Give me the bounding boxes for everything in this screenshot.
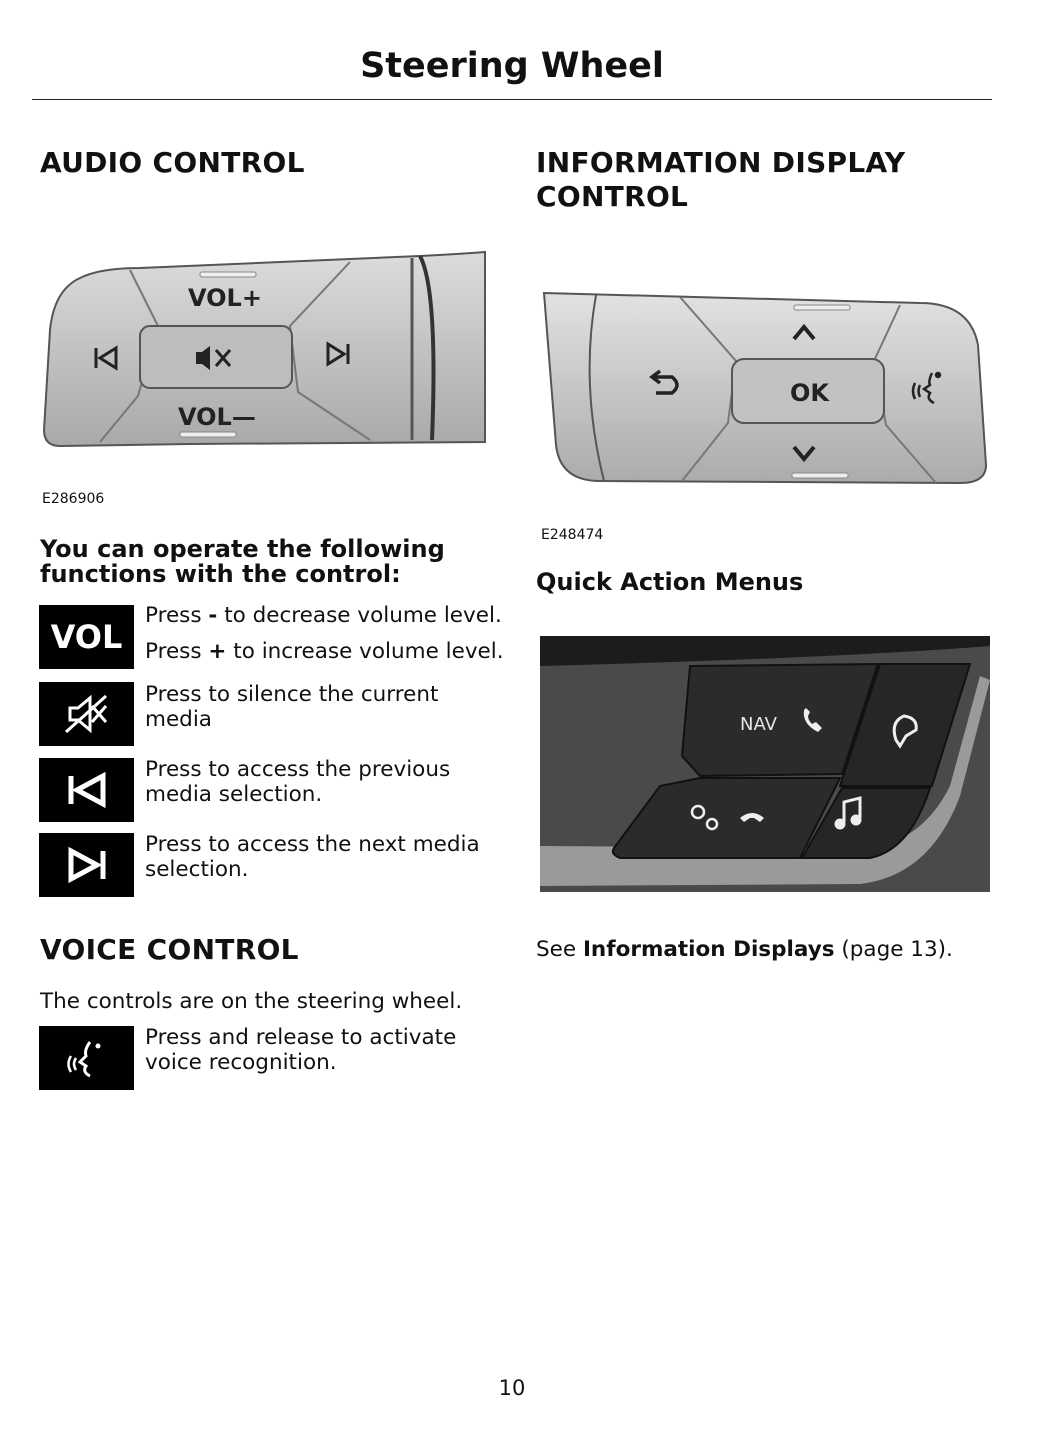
quick-action-figure bbox=[540, 636, 990, 892]
voice-control-intro: The controls are on the steering wheel. bbox=[40, 989, 463, 1014]
next-track-icon bbox=[39, 833, 134, 897]
information-display-figure bbox=[540, 285, 990, 490]
vol-minus-label: VOL— bbox=[178, 403, 256, 431]
vol-icon bbox=[39, 605, 134, 669]
title-rule bbox=[32, 99, 992, 100]
mute-icon bbox=[39, 682, 134, 746]
vol-plus-label: VOL+ bbox=[188, 284, 262, 312]
next-description: Press to access the next media selection. bbox=[145, 832, 480, 882]
quick-action-heading: Quick Action Menus bbox=[536, 568, 804, 596]
nav-label: NAV bbox=[740, 714, 777, 735]
information-display-heading: INFORMATION DISPLAY CONTROL bbox=[536, 146, 906, 213]
ok-label: OK bbox=[790, 379, 829, 407]
previous-description: Press to access the previous media selection. bbox=[145, 757, 451, 807]
increase-volume-text: Press + to increase volume level. bbox=[145, 639, 504, 664]
voice-recognition-icon bbox=[39, 1026, 134, 1090]
page-title: Steering Wheel bbox=[360, 46, 664, 86]
audio-control-heading: AUDIO CONTROL bbox=[40, 146, 305, 179]
page-number: 10 bbox=[498, 1376, 526, 1400]
decrease-volume-text: Press - to decrease volume level. bbox=[145, 603, 502, 628]
info-figure-code: E248474 bbox=[541, 527, 604, 543]
vol-icon-text: VOL bbox=[50, 618, 123, 656]
see-info-displays-text: See Information Displays (page 13). bbox=[536, 937, 953, 962]
voice-description: Press and release to activate voice recognition. bbox=[145, 1025, 457, 1075]
info-displays-link[interactable]: Information Displays bbox=[582, 937, 835, 962]
voice-control-heading: VOICE CONTROL bbox=[40, 933, 299, 966]
previous-track-icon bbox=[39, 758, 134, 822]
audio-control-figure bbox=[40, 250, 490, 450]
audio-figure-code: E286906 bbox=[42, 491, 105, 507]
mute-description: Press to silence the current media bbox=[145, 682, 439, 732]
functions-subheading: You can operate the following functions with the control: bbox=[40, 535, 445, 588]
